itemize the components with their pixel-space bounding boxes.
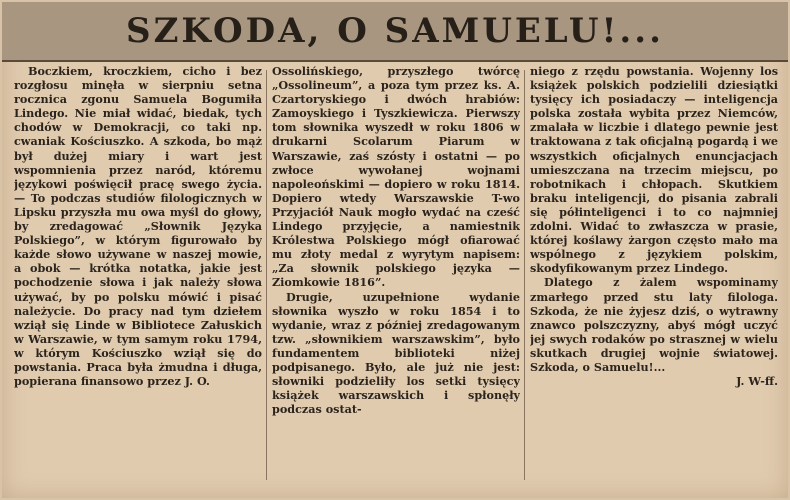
article-column-1 <box>14 64 262 488</box>
paragraph: Boczkiem, kroczkiem, cicho i bez rozgłosu minęła w sierpniu setna rocznica zgonu Samuela Bogumiła Lindego. Nie miał widać, biedak, tych chodów w Demokracji, co taki np. cwaniak Kościuszko. A szkoda, bo mąż był dużej miary i wart jest wspomnienia przez naród, któremu językowi poświęcił pracę swego życia. — To podczas studiów filologicznych w Lipsku przyszła mu owa myśl do głowy, by zredagować „Słownik Języka Polskiego”, w którym figurowało by każde słowo używane w naszej mowie, a obok — krótka notatka, jakie jest pochodzenie słowa i jak należy słowa używać, by po polsku mówić i pisać należycie. Do pracy nad tym dziełem wziął się Linde w Bibliotece Załuskich w Warszawie, w tym samym roku 1794, w którym Kościuszko wziął się do powstania. Praca była żmudna i długa, popierana finansowo przez J. O. <box>14 64 262 389</box>
headline-band <box>2 2 788 62</box>
paragraph: niego z rzędu powstania. Wojenny los książek polskich podzielili dziesiątki tysięcy ich posiadaczy — inteligencja polska została wybita przez Niemców, zmalała w liczbie i dlatego pewnie jest traktowana z tak oficjalną pogardą i we wszystkich oficjalnych enuncjacjach umieszczana na trzecim miejscu, po robotnikach i chłopach. Skutkiem braku inteligencji, do pisania zabrali się półinteligenci i to co najmniej zdolni. Widać to zwłaszcza w prasie, której koślawy żargon często mało ma wspólnego z językiem polskim, skodyfikowanym przez Lindego. <box>530 64 778 276</box>
paragraph: Ossolińskiego, przyszłego twórcę „Ossolineum”, a poza tym przez ks. A. Czartoryskiego i dwóch hrabiów: Zamoyskiego i Tyszkiewicza. Pierwszy tom słownika wyszedł w roku 1806 w drukarni Scolarum Piarum w Warszawie, zaś szósty i ostatni — po zwłoce wywołanej wojnami napoleońskimi — dopiero w roku 1814. Dopiero wtedy Warszawskie T-wo Przyjaciół Nauk mogło wydać na cześć Lindego przyjęcie, a namiestnik Królestwa Polskiego mógł ofiarować mu złoty medal z wyrytym napisem: „Za słownik polskiego języka — Ziomkowie 1816”. <box>272 64 520 290</box>
paragraph: Drugie, uzupełnione wydanie słownika wyszło w roku 1854 i to wydanie, wraz z później zredagowanym tzw. „słownikiem warszawskim”, było fundamentem biblioteki niżej podpisanego. Było, ale już nie jest: słowniki podzieliły los setki tysięcy książek warszawskich i spłonęły podczas ostat- <box>272 289 520 417</box>
article-column-3 <box>530 64 778 488</box>
author-signature: J. W-ff. <box>736 374 778 389</box>
article-headline: SZKODA, O SAMUELU!... <box>126 11 664 51</box>
paragraph: Dlatego z żalem wspominamy zmarłego przed stu laty filologa. Szkoda, że nie żyjesz dziś, o wytrawny znawco polszczyzny, abyś mógł uczyć jej swych rodaków po strasznej w wielu skutkach drugiej wojnie światowej. Szkoda, o Samuelu!... <box>530 275 778 374</box>
article-column-2 <box>272 64 520 488</box>
article-body <box>14 64 780 488</box>
